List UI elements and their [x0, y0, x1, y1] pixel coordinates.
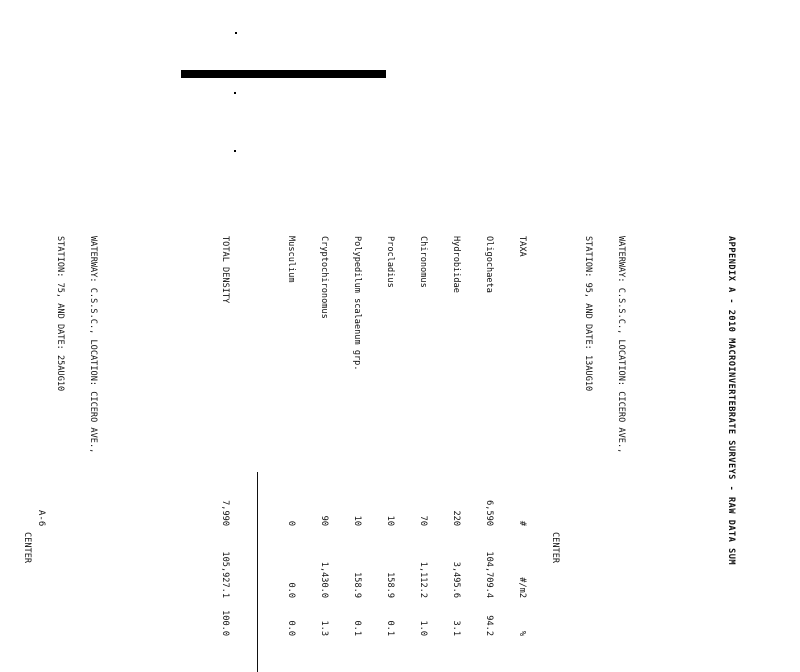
- scan-speck: [234, 150, 236, 152]
- count-cell: 0: [286, 520, 296, 526]
- count-header: #: [517, 520, 527, 526]
- table-row: [417, 236, 428, 636]
- percent-cell: 0.1: [385, 620, 395, 636]
- table-row: [351, 236, 362, 636]
- station-line: STATION: 95, AND DATE: 13AUG10: [583, 236, 593, 392]
- density-cell: 158.9: [352, 572, 362, 598]
- redaction-bar: [181, 70, 386, 78]
- count-cell: 220: [451, 510, 461, 526]
- count-cell: 10: [385, 515, 395, 526]
- total-rule: [257, 472, 268, 672]
- center-header: CENTER: [550, 532, 560, 564]
- taxa-cell: TOTAL DENSITY: [220, 236, 230, 304]
- percent-header: %: [517, 630, 527, 636]
- percent-cell: 3.1: [451, 620, 461, 636]
- taxa-cell: Polypedilum scalaenum grp.: [352, 236, 362, 371]
- percent-cell: 94.2: [484, 615, 494, 636]
- section-2: [0, 236, 120, 636]
- density-cell: 1,112.2: [418, 561, 428, 598]
- density-cell: 3,495.6: [451, 561, 461, 598]
- taxa-cell: Chironomus: [418, 236, 428, 288]
- density-cell: 105,927.1: [220, 551, 230, 598]
- density-header: #/m2: [517, 577, 527, 598]
- page-number: A-6: [36, 510, 46, 527]
- table-row: [450, 236, 461, 636]
- count-cell: 6,590: [484, 500, 494, 526]
- percent-cell: 100.0: [220, 610, 230, 636]
- document-title: APPENDIX A - 2010 MACROINVERTEBRATE SURVEYS - RAW DATA SUM: [726, 236, 736, 566]
- taxa-cell: Oligochaeta: [484, 236, 494, 293]
- density-cell: 104,709.4: [484, 551, 494, 598]
- station-line: STATION: 75, AND DATE: 25AUG10: [55, 236, 65, 392]
- table-row: [483, 236, 494, 636]
- percent-cell: 0.0: [286, 620, 296, 636]
- spacer: [692, 236, 703, 636]
- taxa-cell: Procladius: [385, 236, 395, 288]
- scan-speck: [234, 92, 236, 94]
- table-row: [384, 236, 395, 636]
- percent-cell: 1.0: [418, 620, 428, 636]
- taxa-cell: Musculium: [286, 236, 296, 283]
- scan-speck: [235, 32, 237, 34]
- count-cell: 10: [352, 515, 362, 526]
- percent-cell: 0.1: [352, 620, 362, 636]
- table-row: [318, 236, 329, 636]
- taxa-cell: Hydrobiidae: [451, 236, 461, 293]
- count-cell: 7,990: [220, 500, 230, 526]
- density-cell: 0.0: [286, 582, 296, 598]
- waterway-line: WATERWAY: C.S.S.C., LOCATION: CICERO AVE.,: [616, 236, 626, 454]
- density-cell: 158.9: [385, 572, 395, 598]
- percent-cell: 1.3: [319, 620, 329, 636]
- taxa-header: TAXA: [517, 236, 527, 257]
- waterway-line: WATERWAY: C.S.S.C., LOCATION: CICERO AVE.,: [88, 236, 98, 454]
- taxa-cell: Cryptochironomus: [319, 236, 329, 319]
- section-1: [164, 236, 648, 636]
- count-cell: 90: [319, 515, 329, 526]
- count-cell: 70: [418, 515, 428, 526]
- density-cell: 1,430.0: [319, 561, 329, 598]
- total-row: [219, 236, 230, 636]
- rotated-table-block: [22, 236, 758, 636]
- center-header: CENTER: [22, 532, 32, 564]
- column-header-row: [516, 236, 527, 636]
- table-row: [285, 236, 296, 636]
